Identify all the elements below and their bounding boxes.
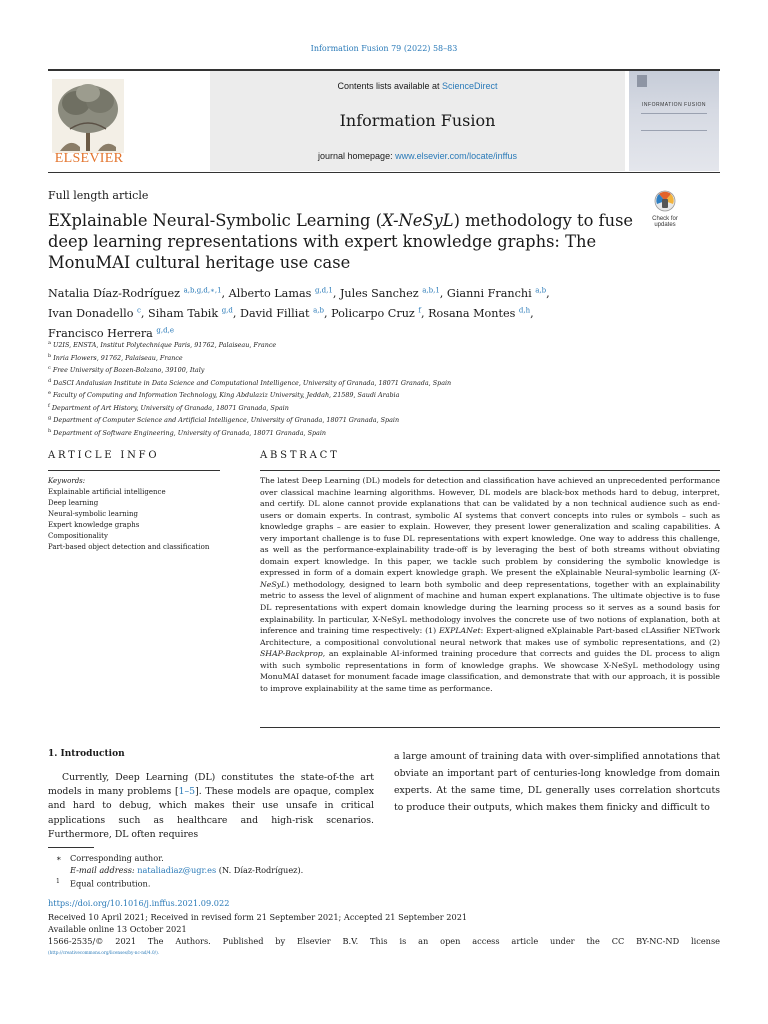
author-affiliation-marks[interactable]: a,b,1 <box>422 286 440 294</box>
author[interactable] <box>447 287 550 300</box>
publisher-wordmark: ELSEVIER <box>54 151 124 166</box>
affiliation-item <box>48 388 648 401</box>
intro-left-seg-1: Currently, Deep Learning (DL) constitutes the state-of-the art models in many problems [ <box>48 772 374 798</box>
journal-info-box <box>210 71 625 171</box>
keywords-label: Keywords: <box>48 477 86 485</box>
keyword-item: Explainable artificial intelligence <box>48 488 166 496</box>
author-name: David Filliat <box>240 306 310 320</box>
footnote-equal-text: Equal contribution. <box>70 878 151 889</box>
available-online-date: Available online 13 October 2021 <box>48 924 187 934</box>
email-suffix: (N. Díaz-Rodríguez). <box>218 865 304 875</box>
footnote-equal <box>48 876 548 890</box>
author-separator: , <box>140 306 149 320</box>
affiliation-list <box>48 338 648 438</box>
affiliation-mark: a <box>48 340 51 346</box>
homepage-line <box>210 151 625 161</box>
footnote-corresponding <box>48 852 548 864</box>
intro-paragraph-left <box>48 771 374 842</box>
masthead-bottom-rule <box>48 172 720 173</box>
footnote-mark: ∗ <box>56 853 62 863</box>
check-for-updates-badge[interactable] <box>645 190 685 232</box>
article-info-rule <box>48 470 220 471</box>
affiliation-text: U2IS, ENSTA, Institut Polytechnique Paris, 91762, Palaiseau, France <box>52 341 277 350</box>
section-heading-introduction: 1. Introduction <box>48 749 125 759</box>
author-name: Jules Sanchez <box>339 286 419 300</box>
keyword-list <box>48 487 228 553</box>
affiliation-item <box>48 351 648 364</box>
affiliation-text: Department of Art History, University of Granada, 18071 Granada, Spain <box>51 403 289 412</box>
author[interactable] <box>240 307 331 320</box>
paper-title <box>48 210 638 273</box>
email-label: E-mail address: <box>70 865 135 875</box>
abstract-seg-1: The latest Deep Learning (DL) models for detection and classification have achieved an unprecedented performance over classical machine learning algorithms. However, DL models are black-box methods hard to debug, interpret, and certify. DL alone cannot provide explanations that can be validated by a non technical audience such as end-users or domain experts. In contrast, symbolic AI systems that convert concepts into rules or symbols – such as knowledge graphs – are easier to explain. However, they present lower generalization and scaling capabilities. A very important challenge is to fuse DL representations with expert knowledge. One way to address this challenge, as well as the performance-explainability trade-off is by leveraging the best of both streams without obviating domain expert knowledge. In this paper, we tackle such problem by considering the symbolic knowledge is expressed in form of a domain expert knowledge graph. We present the eXplainable Neural-symbolic learning ( <box>260 476 720 578</box>
affiliation-mark: d <box>48 377 52 384</box>
title-part-2: ) methodology to fuse deep learning representations with expert knowledge graphs: The MonuMAI cultural heritage use case <box>48 211 634 272</box>
author-affiliation-marks[interactable]: a,b <box>535 286 547 294</box>
doi-link[interactable]: https://doi.org/10.1016/j.inffus.2021.09.022 <box>48 898 230 908</box>
journal-cover-thumbnail[interactable] <box>629 71 719 171</box>
keyword-item: Compositionality <box>48 532 108 540</box>
keyword-item: Part-based object detection and classification <box>48 543 210 551</box>
footnote-email <box>48 864 548 876</box>
journal-citation[interactable]: Information Fusion 79 (2022) 58–83 <box>310 44 458 53</box>
author-name: Policarpo Cruz <box>331 306 415 320</box>
journal-masthead <box>48 69 720 173</box>
footnote-corresponding-text: Corresponding author. <box>70 853 164 863</box>
author-affiliation-marks[interactable]: d,h <box>518 306 531 315</box>
email-link[interactable]: nataliadiaz@ugr.es <box>137 865 217 875</box>
affiliation-text: DaSCI Andalusian Institute in Data Science and Computational Intelligence, University of Granada, 18071 Granada, Spain <box>53 378 452 387</box>
author-affiliation-marks[interactable]: a,b,g,d,∗,1 <box>183 286 222 294</box>
author-affiliation-marks[interactable]: a,b <box>313 306 324 315</box>
author[interactable] <box>331 307 428 320</box>
check-for-updates-label: Check for updates <box>652 216 678 228</box>
affiliation-item <box>48 401 648 414</box>
title-acronym: X-NeSyL <box>382 211 454 230</box>
citation-link[interactable]: 1–5 <box>178 786 196 798</box>
abstract-text <box>260 475 720 694</box>
affiliation-mark: e <box>48 390 51 397</box>
author[interactable] <box>48 287 229 300</box>
author-separator: , <box>323 306 332 320</box>
abstract-seg-2: ) methodology, designed to learn both symbolic and deep representations, together with an explainability metric to assess the level of alignment of machine and human expert explanations. The ultimate objective is to fuse DL representations with expert domain knowledge during the learning process so it serves as a sound basis for explainability. In particular, X-NeSyL methodology involves the concrete use of two notions of explanation, both at inference and training time respectively: (1) <box>260 579 720 636</box>
author-affiliation-marks[interactable]: c <box>137 306 141 315</box>
author-name: Alberto Lamas <box>228 286 312 300</box>
author-list <box>48 282 638 343</box>
cover-title: INFORMATION FUSION <box>642 102 706 108</box>
keyword-item: Expert knowledge graphs <box>48 521 140 529</box>
author-separator: , <box>546 286 550 300</box>
homepage-prefix: journal homepage: <box>318 151 396 161</box>
author-separator: , <box>332 286 340 300</box>
author-separator: , <box>530 306 534 320</box>
journal-homepage-link[interactable]: www.elsevier.com/locate/inffus <box>395 151 517 161</box>
contents-prefix: Contents lists available at <box>337 81 443 91</box>
title-part-1: EXplainable Neural-Symbolic Learning ( <box>48 211 383 230</box>
affiliation-mark: g <box>48 415 52 422</box>
affiliation-item <box>48 363 648 376</box>
author[interactable] <box>48 307 148 320</box>
intro-left-seg-2: ]. These models are opaque, complex and hard to debug, which makes their use unsafe in critical applications such as healthcare and high-risk scenarios. Furthermore, DL often requires <box>48 786 375 840</box>
cover-rule-lines <box>641 113 707 131</box>
author-name: Siham Tabik <box>148 306 219 320</box>
abstract-bottom-rule <box>260 727 720 728</box>
affiliation-mark: c <box>48 365 51 372</box>
affiliation-mark: f <box>48 402 50 409</box>
journal-title: Information Fusion <box>339 111 496 130</box>
abstract-heading: ABSTRACT <box>260 450 340 461</box>
cover-publisher-icon <box>637 75 647 87</box>
author[interactable] <box>148 307 240 320</box>
author[interactable] <box>428 307 534 320</box>
footnote-rule <box>48 847 94 848</box>
affiliation-item <box>48 426 648 439</box>
article-type: Full length article <box>48 189 149 202</box>
author-affiliation-marks[interactable]: g,d,1 <box>314 286 333 294</box>
author[interactable] <box>340 287 447 300</box>
affiliation-text: Faculty of Computing and Information Technology, King Abdulaziz University, Jeddah, 21589, Saudi Arabia <box>52 391 400 400</box>
author-name: Francisco Herrera <box>48 327 153 341</box>
author-affiliation-marks[interactable]: f <box>418 306 421 315</box>
author-affiliation-marks[interactable]: g,d,e <box>156 326 174 335</box>
intro-paragraph-right: a large amount of training data with over-simplified annotations that obviate an important part of centuries-long knowledge from domain experts. At the same time, DL generally uses correlation shortcuts to produce their outputs, which makes them finicky and difficult to <box>394 751 720 813</box>
author-name: Rosana Montes <box>428 306 516 320</box>
author-name: Gianni Franchi <box>446 286 532 300</box>
author[interactable] <box>229 287 340 300</box>
author-name: Natalia Díaz-Rodríguez <box>48 286 181 300</box>
copyright-line: 1566-2535/© 2021 The Authors. Published by Elsevier B.V. This is an open access article under the CC BY-NC-ND license <box>48 936 720 946</box>
sciencedirect-link[interactable]: ScienceDirect <box>442 81 498 91</box>
author-separator: , <box>439 286 447 300</box>
license-link[interactable]: (http://creativecommons.org/licenses/by-nc-nd/4.0/). <box>48 950 160 955</box>
affiliation-mark: h <box>48 427 52 434</box>
affiliation-item <box>48 413 648 426</box>
affiliation-text: Department of Computer Science and Artificial Intelligence, University of Granada, 18071 Granada, Spain <box>53 416 400 425</box>
received-dates: Received 10 April 2021; Received in revised form 21 September 2021; Accepted 21 September 2021 <box>48 912 468 922</box>
abstract-top-rule <box>260 470 720 471</box>
footnotes <box>48 852 548 890</box>
author-separator: , <box>221 286 229 300</box>
abstract-seg-4: , an explainable AI-informed training procedure that corrects and guides the DL process to align with such symbolic representations in form of knowledge graphs. We showcase X-NeSyL methodology using MonuMAI dataset for monument facade image classification, and demonstrate that with our approach, it is possible to improve explainability at the same time as performance. <box>260 649 720 693</box>
affiliation-mark: b <box>48 352 52 359</box>
affiliation-text: Free University of Bozen-Bolzano, 39100, Italy <box>52 366 205 375</box>
contents-line <box>210 81 625 91</box>
abstract-italic-1: X-NeSyL <box>260 568 720 589</box>
author-affiliation-marks[interactable]: g,d <box>221 306 233 315</box>
footnote-mark-1: 1 <box>56 878 60 885</box>
keywords-block <box>48 476 228 553</box>
author-name: Ivan Donadello <box>48 306 134 320</box>
abstract-seg-3: : Expert-aligned eXplainable Part-based cLAssifier NETwork Architecture, a compositional convolutional neural network that makes use of symbolic representations, and (2) <box>260 626 720 647</box>
article-info-heading: ARTICLE INFO <box>48 450 160 461</box>
affiliation-text: Department of Software Engineering, University of Granada, 18071 Granada, Spain <box>53 428 327 437</box>
author-separator: , <box>232 306 240 320</box>
keyword-item: Deep learning <box>48 499 99 507</box>
check-for-updates-icon <box>654 190 676 212</box>
affiliation-text: Inria Flowers, 91762, Palaiseau, France <box>53 353 183 362</box>
affiliation-item <box>48 376 648 389</box>
abstract-italic-3: SHAP-Backprop <box>260 649 323 659</box>
author-separator: , <box>420 306 429 320</box>
affiliation-item <box>48 338 648 351</box>
abstract-italic-2: EXPLANet <box>438 626 481 636</box>
keyword-item: Neural-symbolic learning <box>48 510 139 518</box>
